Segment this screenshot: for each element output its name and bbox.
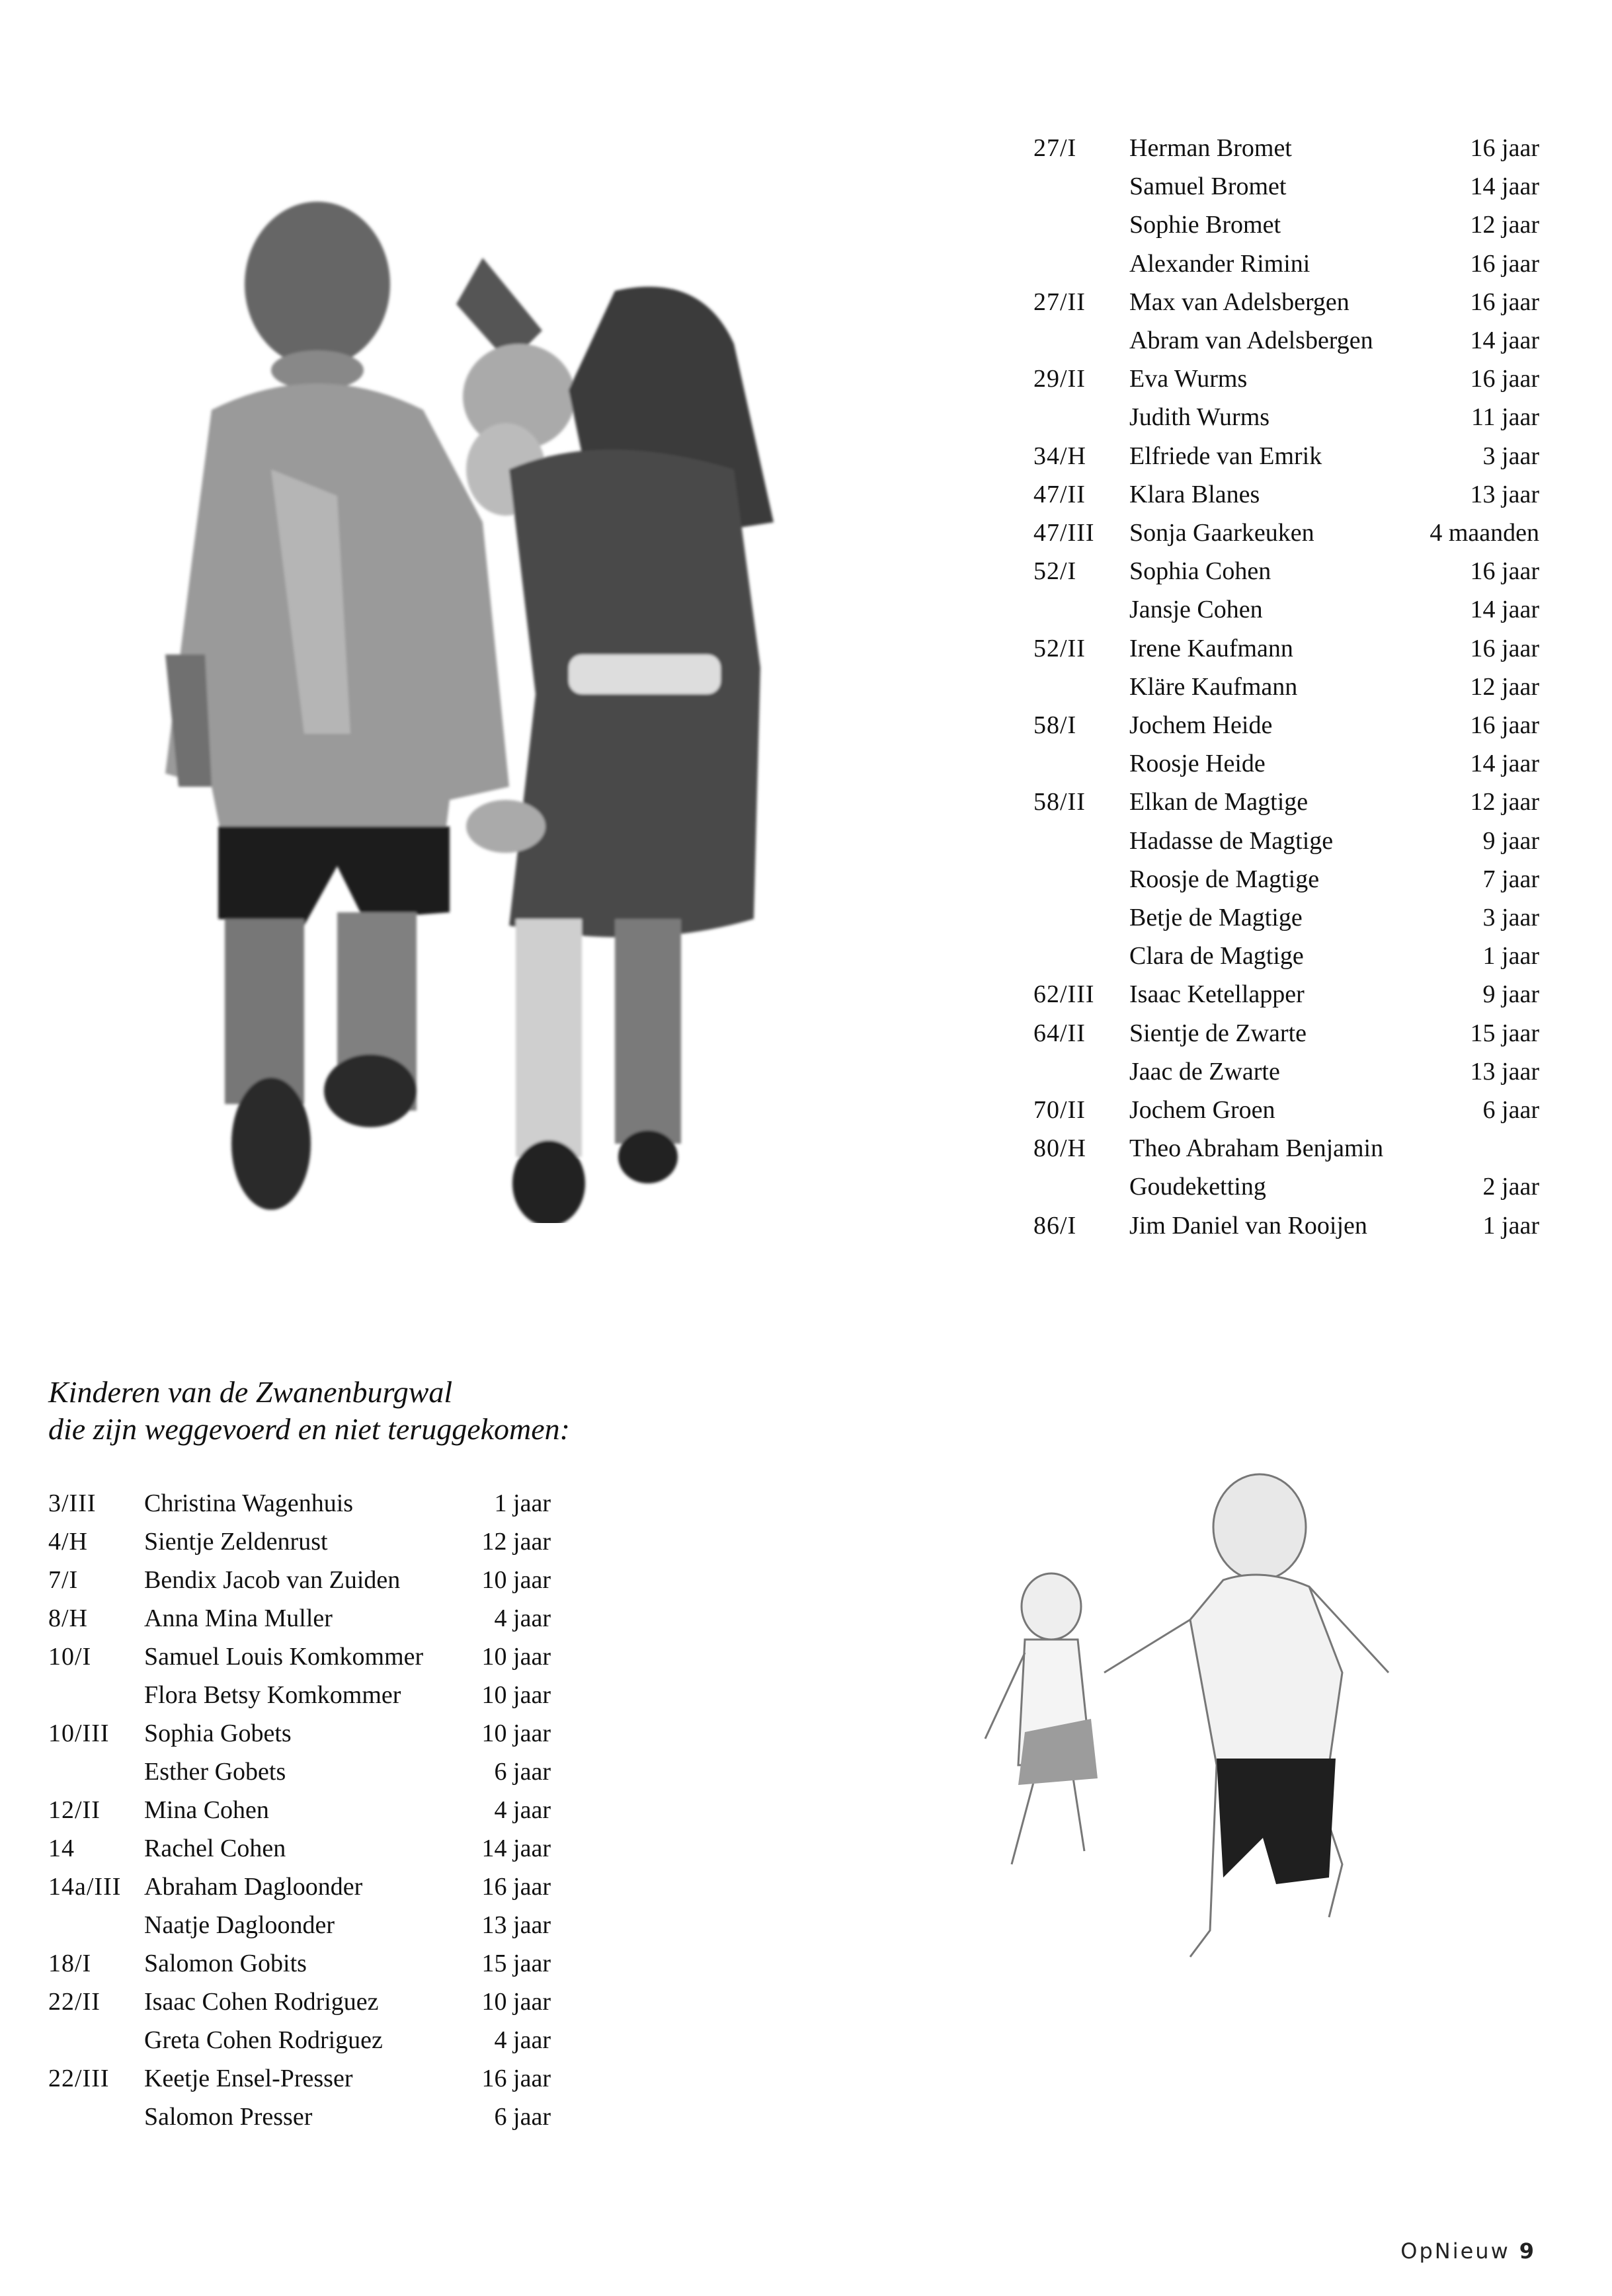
child-name: Isaac Ketellapper — [1129, 980, 1305, 1009]
address-label: 14a/III — [48, 1873, 122, 1901]
address-label: 64/II — [1033, 1019, 1086, 1047]
child-name: Sophia Gobets — [144, 1720, 292, 1747]
child-age: 16 jaar — [1470, 365, 1539, 393]
list-item — [48, 2102, 551, 2141]
child-age: 10 jaar — [481, 1643, 551, 1671]
address-label: 3/III — [48, 1489, 97, 1517]
list-item — [1033, 595, 1539, 633]
section-title — [48, 1374, 643, 1448]
child-name: Judith Wurms — [1129, 403, 1270, 432]
address-label: 70/II — [1033, 1096, 1086, 1124]
list-item — [1033, 941, 1539, 980]
child-name: Salomon Gobits — [144, 1950, 307, 1977]
child-age: 16 jaar — [1470, 249, 1539, 278]
list-item — [48, 2064, 551, 2102]
child-age: 11 jaar — [1471, 403, 1539, 432]
top-children-list — [1033, 134, 1539, 1257]
child-age: 4 jaar — [494, 2026, 551, 2054]
child-name: Theo Abraham Benjamin — [1129, 1134, 1384, 1163]
address-label: 52/II — [1033, 634, 1086, 662]
child-age: 15 jaar — [1470, 1019, 1539, 1047]
child-name: Sophie Bromet — [1129, 211, 1281, 239]
list-item — [1033, 1057, 1539, 1095]
list-item — [48, 1834, 551, 1872]
child-name: Sientje de Zwarte — [1129, 1019, 1307, 1047]
child-name: Abraham Dagloonder — [144, 1873, 363, 1901]
child-name: Samuel Louis Komkommer — [144, 1643, 424, 1671]
magazine-name: OpNieuw — [1400, 2238, 1510, 2264]
child-name: Anna Mina Muller — [144, 1604, 333, 1632]
child-name: Bendix Jacob van Zuiden — [144, 1566, 401, 1594]
child-name: Kläre Kaufmann — [1129, 672, 1298, 701]
list-item — [48, 1796, 551, 1834]
child-age: 10 jaar — [481, 1720, 551, 1747]
child-name: Roosje de Magtige — [1129, 865, 1320, 893]
child-name: Esther Gobets — [144, 1758, 286, 1786]
list-item — [1033, 364, 1539, 403]
child-age: 7 jaar — [1482, 865, 1539, 893]
address-label: 10/III — [48, 1720, 110, 1747]
list-item — [1033, 557, 1539, 595]
child-age: 10 jaar — [481, 1988, 551, 2016]
address-label: 86/I — [1033, 1211, 1077, 1240]
child-name: Klara Blanes — [1129, 480, 1260, 508]
list-item — [48, 1757, 551, 1796]
child-name: Jochem Groen — [1129, 1096, 1275, 1124]
child-age: 16 jaar — [481, 2065, 551, 2092]
address-label: 18/I — [48, 1950, 92, 1977]
child-name: Rachel Cohen — [144, 1835, 286, 1862]
child-name: Jim Daniel van Rooijen — [1129, 1211, 1367, 1240]
list-item — [1033, 711, 1539, 749]
address-label: 27/II — [1033, 288, 1086, 316]
child-name: Alexander Rimini — [1129, 249, 1310, 278]
child-name: Jaac de Zwarte — [1129, 1057, 1280, 1086]
list-item — [1033, 403, 1539, 441]
child-name: Irene Kaufmann — [1129, 634, 1293, 662]
list-item — [1033, 1095, 1539, 1134]
section-title-line-2: die zijn weggevoerd en niet teruggekomen: — [48, 1412, 570, 1446]
address-label: 14 — [48, 1835, 75, 1862]
child-name: Sonja Gaarkeuken — [1129, 519, 1314, 547]
list-item — [48, 1872, 551, 1911]
list-item — [48, 1681, 551, 1719]
list-item — [1033, 172, 1539, 210]
child-name: Samuel Bromet — [1129, 173, 1287, 201]
address-label: 12/II — [48, 1796, 101, 1824]
child-age: 2 jaar — [1482, 1173, 1539, 1201]
child-name: Salomon Presser — [144, 2103, 313, 2131]
child-age: 14 jaar — [1470, 327, 1539, 354]
list-item — [1033, 1172, 1539, 1210]
child-age: 4 maanden — [1430, 519, 1539, 547]
child-age: 16 jaar — [1470, 557, 1539, 586]
list-item — [1033, 210, 1539, 249]
child-age: 10 jaar — [481, 1681, 551, 1709]
list-item — [1033, 249, 1539, 288]
child-age: 16 jaar — [1470, 288, 1539, 316]
list-item — [1033, 865, 1539, 903]
list-item — [1033, 480, 1539, 518]
address-label: 22/III — [48, 2065, 110, 2092]
list-item — [1033, 1211, 1539, 1249]
child-name: Goudeketting — [1129, 1173, 1266, 1201]
address-label: 7/I — [48, 1566, 79, 1594]
list-item — [1033, 672, 1539, 711]
address-label: 58/I — [1033, 711, 1077, 739]
child-age: 6 jaar — [494, 1758, 551, 1786]
list-item — [1033, 518, 1539, 557]
child-name: Eva Wurms — [1129, 365, 1248, 393]
child-age: 15 jaar — [481, 1950, 551, 1977]
child-name: Jansje Cohen — [1129, 596, 1263, 624]
page-footer — [1400, 2238, 1536, 2264]
list-item — [1033, 634, 1539, 672]
child-age: 1 jaar — [1482, 942, 1539, 970]
child-name: Mina Cohen — [144, 1796, 269, 1824]
children-playing-illustration — [972, 1454, 1448, 2049]
child-age: 14 jaar — [1470, 596, 1539, 624]
address-label: 10/I — [48, 1643, 92, 1671]
list-item — [48, 1604, 551, 1642]
child-age: 6 jaar — [1482, 1096, 1539, 1124]
address-label: 4/H — [48, 1528, 88, 1556]
child-age: 16 jaar — [481, 1873, 551, 1901]
child-age: 1 jaar — [494, 1489, 551, 1517]
child-age: 6 jaar — [494, 2103, 551, 2131]
child-age: 9 jaar — [1482, 826, 1539, 855]
child-age: 13 jaar — [481, 1911, 551, 1939]
bottom-children-list — [48, 1489, 551, 2137]
list-item — [1033, 288, 1539, 326]
address-label: 62/III — [1033, 980, 1095, 1009]
address-label: 47/III — [1033, 519, 1095, 547]
child-name: Clara de Magtige — [1129, 942, 1304, 970]
child-name: Naatje Dagloonder — [144, 1911, 335, 1939]
list-item — [1033, 326, 1539, 364]
child-age: 1 jaar — [1482, 1211, 1539, 1240]
child-name: Hadasse de Magtige — [1129, 826, 1334, 855]
child-name: Roosje Heide — [1129, 750, 1266, 778]
child-age: 10 jaar — [481, 1566, 551, 1594]
child-age: 4 jaar — [494, 1604, 551, 1632]
list-item — [1033, 787, 1539, 826]
child-age: 3 jaar — [1482, 904, 1539, 931]
child-age: 16 jaar — [1470, 134, 1539, 162]
child-age: 12 jaar — [481, 1528, 551, 1556]
address-label: 58/II — [1033, 788, 1086, 816]
address-label: 80/H — [1033, 1134, 1086, 1163]
child-age: 12 jaar — [1470, 672, 1539, 701]
page-number: 9 — [1519, 2238, 1536, 2264]
list-item — [1033, 749, 1539, 787]
child-age: 14 jaar — [1470, 173, 1539, 201]
child-name: Isaac Cohen Rodriguez — [144, 1988, 379, 2016]
list-item — [48, 1527, 551, 1565]
child-name: Greta Cohen Rodriguez — [144, 2026, 383, 2054]
section-title-line-1: Kinderen van de Zwanenburgwal — [48, 1375, 453, 1409]
child-age: 12 jaar — [1470, 788, 1539, 816]
list-item — [1033, 134, 1539, 172]
child-age: 3 jaar — [1482, 442, 1539, 470]
list-item — [48, 1642, 551, 1681]
address-label: 29/II — [1033, 365, 1086, 393]
child-name: Jochem Heide — [1129, 711, 1273, 739]
list-item — [1033, 1134, 1539, 1172]
child-name: Flora Betsy Komkommer — [144, 1681, 401, 1709]
child-age: 13 jaar — [1470, 1057, 1539, 1086]
address-label: 34/H — [1033, 442, 1086, 470]
list-item — [48, 1489, 551, 1527]
child-age: 12 jaar — [1470, 211, 1539, 239]
list-item — [48, 2026, 551, 2064]
list-item — [1033, 903, 1539, 941]
child-age: 14 jaar — [481, 1835, 551, 1862]
list-item — [1033, 980, 1539, 1018]
child-name: Elfriede van Emrik — [1129, 442, 1322, 470]
child-name: Elkan de Magtige — [1129, 788, 1309, 816]
child-name: Abram van Adelsbergen — [1129, 327, 1373, 354]
child-name: Christina Wagenhuis — [144, 1489, 354, 1517]
child-age: 13 jaar — [1470, 480, 1539, 508]
list-item — [1033, 1019, 1539, 1057]
child-name: Herman Bromet — [1129, 134, 1292, 162]
list-item — [1033, 826, 1539, 865]
address-label: 52/I — [1033, 557, 1077, 586]
child-name: Max van Adelsbergen — [1129, 288, 1350, 316]
address-label: 47/II — [1033, 480, 1086, 508]
list-item — [48, 1911, 551, 1949]
list-item — [48, 1949, 551, 1987]
list-item — [1033, 442, 1539, 480]
child-age: 16 jaar — [1470, 711, 1539, 739]
address-label: 27/I — [1033, 134, 1077, 162]
address-label: 22/II — [48, 1988, 101, 2016]
child-age: 9 jaar — [1482, 980, 1539, 1009]
child-name: Sophia Cohen — [1129, 557, 1271, 586]
child-age: 14 jaar — [1470, 750, 1539, 778]
list-item — [48, 1719, 551, 1757]
list-item — [48, 1987, 551, 2026]
child-age: 16 jaar — [1470, 634, 1539, 662]
list-item — [48, 1565, 551, 1604]
children-walking-illustration — [139, 192, 800, 1223]
child-name: Keetje Ensel-Presser — [144, 2065, 353, 2092]
child-age: 4 jaar — [494, 1796, 551, 1824]
child-name: Sientje Zeldenrust — [144, 1528, 328, 1556]
address-label: 8/H — [48, 1604, 88, 1632]
child-name: Betje de Magtige — [1129, 904, 1303, 931]
